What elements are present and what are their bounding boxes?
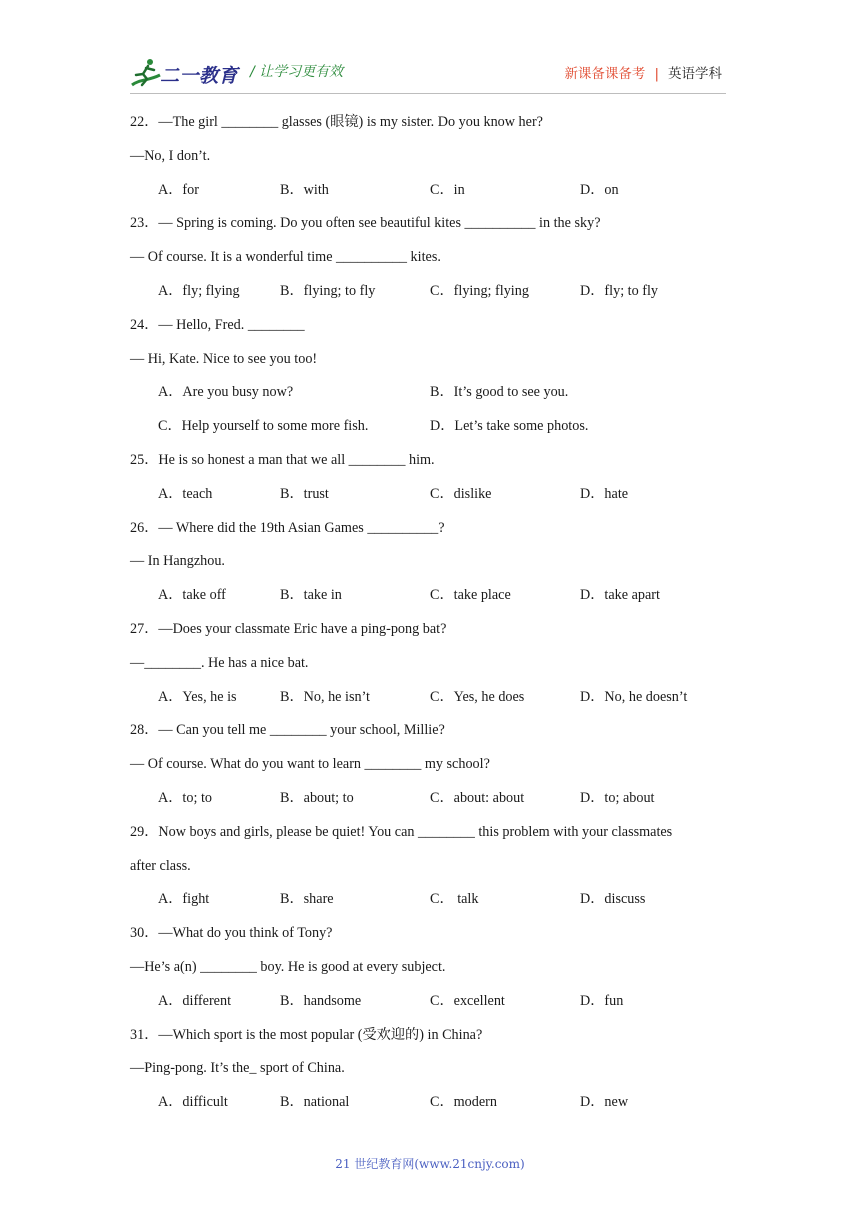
options-row bbox=[130, 788, 730, 822]
question-stem: 25．He is so honest a man that we all ________ him. bbox=[130, 451, 435, 468]
option-c: C．Help yourself to some more fish. bbox=[158, 418, 369, 435]
option-c: C．take place bbox=[430, 587, 511, 604]
option-a: A．Yes, he is bbox=[158, 688, 237, 705]
question-stem: 24．— Hello, Fred. ________ bbox=[130, 316, 305, 333]
subject-label: 英语学科 bbox=[668, 66, 722, 82]
logo bbox=[130, 57, 240, 89]
option-d: D．No, he doesn’t bbox=[580, 688, 688, 705]
slogan: / 让学习更有效 bbox=[250, 64, 344, 80]
option-c: C．Yes, he does bbox=[430, 688, 525, 705]
option-a: A．for bbox=[158, 181, 199, 198]
options-row bbox=[130, 585, 730, 619]
question-line: —Ping-pong. It’s the_ sport of China. bbox=[130, 1060, 345, 1077]
option-a: A．to; to bbox=[158, 789, 212, 806]
runner-logo-icon bbox=[130, 57, 164, 89]
option-d: D．take apart bbox=[580, 587, 660, 604]
option-b: B．No, he isn’t bbox=[280, 688, 370, 705]
option-d: D．discuss bbox=[580, 891, 646, 908]
option-d: D．Let’s take some photos. bbox=[430, 418, 589, 435]
option-b: B．share bbox=[280, 891, 334, 908]
question-stem: 26．— Where did the 19th Asian Games __________? bbox=[130, 519, 445, 536]
options-row bbox=[130, 991, 730, 1025]
options-row bbox=[130, 416, 730, 450]
options-row bbox=[130, 382, 730, 416]
question-line: —________. He has a nice bat. bbox=[130, 654, 309, 671]
question-line: — Of course. What do you want to learn ________ my school? bbox=[130, 756, 490, 773]
options-row bbox=[130, 180, 730, 214]
option-d: D．fun bbox=[580, 992, 624, 1009]
option-d: D．on bbox=[580, 181, 619, 198]
question-stem: 22．—The girl ________ glasses (眼镜) is my sister. Do you know her? bbox=[130, 114, 543, 130]
question-stem: 30．—What do you think of Tony? bbox=[130, 925, 333, 942]
question-line: —No, I don’t. bbox=[130, 147, 211, 164]
option-a: A．teach bbox=[158, 485, 213, 502]
option-c: C．modern bbox=[430, 1094, 497, 1111]
header-separator: | bbox=[654, 66, 659, 82]
option-c: C．flying; flying bbox=[430, 282, 529, 299]
option-c: C．about: about bbox=[430, 789, 525, 806]
option-b: B．flying; to fly bbox=[280, 282, 376, 299]
header-label: 新课备课备考 bbox=[564, 66, 646, 82]
option-b: B．trust bbox=[280, 485, 329, 502]
option-a: A．Are you busy now? bbox=[158, 384, 294, 401]
question-line: — In Hangzhou. bbox=[130, 553, 225, 570]
header-divider bbox=[130, 93, 726, 94]
option-b: B．with bbox=[280, 181, 329, 198]
header-right bbox=[564, 62, 722, 82]
question-line: — Hi, Kate. Nice to see you too! bbox=[130, 350, 318, 367]
question-line: — Of course. It is a wonderful time __________ kites. bbox=[130, 249, 441, 266]
question-list bbox=[130, 112, 730, 1126]
question-stem: 28．— Can you tell me ________ your school, Millie? bbox=[130, 722, 445, 739]
option-d: D．fly; to fly bbox=[580, 282, 659, 299]
question-stem: 29．Now boys and girls, please be quiet! You can ________ this problem with your classmates bbox=[130, 823, 673, 840]
option-b: B．national bbox=[280, 1094, 350, 1111]
question-stem: 31．—Which sport is the most popular (受欢迎的) in China? bbox=[130, 1026, 483, 1043]
page-footer: 21 世纪教育网(www.21cnjy.com) bbox=[335, 1157, 525, 1171]
options-row bbox=[130, 281, 730, 315]
options-row bbox=[130, 687, 730, 721]
option-c: C． talk bbox=[430, 891, 479, 908]
options-row bbox=[130, 1092, 730, 1126]
option-c: C．dislike bbox=[430, 485, 492, 502]
option-a: A．different bbox=[158, 992, 232, 1009]
option-a: A．difficult bbox=[158, 1094, 228, 1111]
question-stem: 27．—Does your classmate Eric have a ping-pong bat? bbox=[130, 620, 447, 637]
option-a: A．fight bbox=[158, 891, 210, 908]
question-line: after class. bbox=[130, 857, 191, 874]
option-b: B．about; to bbox=[280, 789, 354, 806]
question-stem: 23．— Spring is coming. Do you often see beautiful kites __________ in the sky? bbox=[130, 215, 601, 232]
option-a: A．take off bbox=[158, 587, 226, 604]
question-line: —He’s a(n) ________ boy. He is good at every subject. bbox=[130, 958, 446, 975]
option-b: B．take in bbox=[280, 587, 342, 604]
option-a: A．fly; flying bbox=[158, 282, 240, 299]
options-row bbox=[130, 484, 730, 518]
option-c: C．in bbox=[430, 181, 465, 198]
option-b: B．It’s good to see you. bbox=[430, 384, 569, 401]
page-header bbox=[0, 0, 860, 100]
logo-text: 二一教育 bbox=[160, 66, 239, 87]
option-c: C．excellent bbox=[430, 992, 505, 1009]
option-d: D．hate bbox=[580, 485, 629, 502]
option-d: D．new bbox=[580, 1094, 629, 1111]
options-row bbox=[130, 889, 730, 923]
option-d: D．to; about bbox=[580, 789, 655, 806]
option-b: B．handsome bbox=[280, 992, 362, 1009]
